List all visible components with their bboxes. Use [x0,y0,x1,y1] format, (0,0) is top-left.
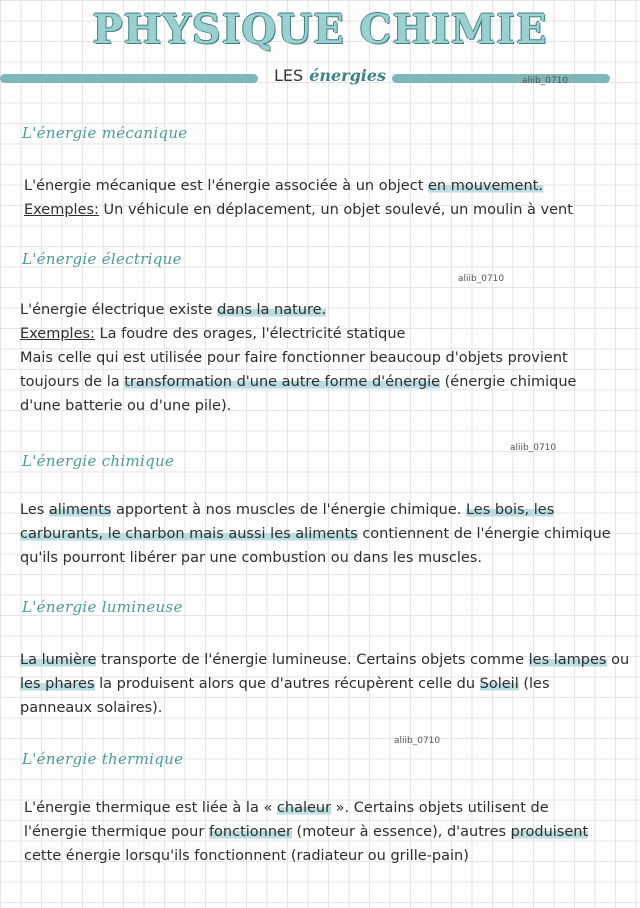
text-run: contiennent de l'énergie chimique [357,526,611,542]
text-run: (énergie chimique [440,374,577,390]
section-body-thermique [24,796,588,868]
text-run: transporte de l'énergie lumineuse. Certains objets comme [96,652,529,668]
section-heading-chimique: L'énergie chimique [22,452,175,470]
paragraph-line [24,796,588,820]
highlight: fonctionner [208,824,292,840]
section-heading-electrique: L'énergie électrique [22,250,182,268]
section-heading-mecanique: L'énergie mécanique [22,124,188,142]
page-title: PHYSIQUE CHIMIE [92,6,548,53]
subtitle-emphasis: énergies [309,66,387,85]
subtitle [274,66,386,85]
title-underline-left [0,74,258,83]
watermark: aliib_0710 [510,443,557,453]
paragraph-line [20,672,629,696]
text-run: l'énergie thermique pour [24,824,209,840]
paragraph-line [20,648,629,672]
text-run: L'énergie électrique existe [20,302,218,318]
watermark: aliib_0710 [458,274,505,284]
highlight: carburants, le charbon mais aussi les aliments [20,526,358,542]
subtitle-prefix: LES [274,66,304,85]
paragraph-line: cette énergie lorsqu'ils fonctionnent (radiateur ou grille-pain) [24,848,469,864]
watermark: aliib_0710 [522,76,569,86]
paragraph-line [24,198,573,222]
highlight: dans la nature. [217,302,327,318]
paragraph-line [20,370,576,394]
paragraph-line [20,322,576,346]
highlight: La lumière [20,652,97,668]
section-body-electrique [20,298,576,418]
highlight: chaleur [276,800,332,816]
text-run: la produisent alors que d'autres récupèrent celle du [94,676,480,692]
highlight: aliments [48,502,112,518]
highlight: Les bois, les [465,502,555,518]
paragraph-line: panneaux solaires). [20,700,163,716]
highlight: Soleil [479,676,519,692]
paragraph-line [20,522,611,546]
text-run: Les [20,502,49,518]
section-heading-thermique: L'énergie thermique [22,750,184,768]
text-run: ou [606,652,630,668]
section-body-chimique [20,498,611,570]
highlight: en mouvement. [428,178,543,194]
text-run: (moteur à essence), d'autres [291,824,511,840]
title-underline-right [392,74,610,83]
highlight: les lampes [528,652,607,668]
highlight: les phares [20,676,95,692]
paragraph-line [24,820,588,844]
highlight: transformation d'une autre forme d'énergie [124,374,441,390]
text-run: La foudre des orages, l'électricité statique [94,326,406,342]
text-run: ». Certains objets utilisent de [331,800,549,816]
examples-label: Exemples: [20,326,95,342]
highlight: produisent [510,824,589,840]
paragraph-line: d'une batterie ou d'une pile). [20,398,232,414]
text-run: (les [518,676,550,692]
paragraph-line [24,174,573,198]
text-run: L'énergie thermique est liée à la « [24,800,277,816]
paragraph-line: qu'ils pourront libérer par une combustion ou dans les muscles. [20,550,482,566]
section-body-mecanique [24,174,573,222]
text-run: L'énergie mécanique est l'énergie associée à un object [24,178,428,194]
paragraph-line: Mais celle qui est utilisée pour faire fonctionner beaucoup d'objets provient [20,350,568,366]
examples-label: Exemples: [24,202,99,218]
text-run: Un véhicule en déplacement, un objet soulevé, un moulin à vent [98,202,573,218]
section-heading-lumineuse: L'énergie lumineuse [22,598,183,616]
paragraph-line [20,498,611,522]
section-body-lumineuse [20,648,629,720]
text-run: apportent à nos muscles de l'énergie chimique. [111,502,466,518]
text-run: toujours de la [20,374,125,390]
watermark: aliib_0710 [394,736,441,746]
paragraph-line [20,298,576,322]
